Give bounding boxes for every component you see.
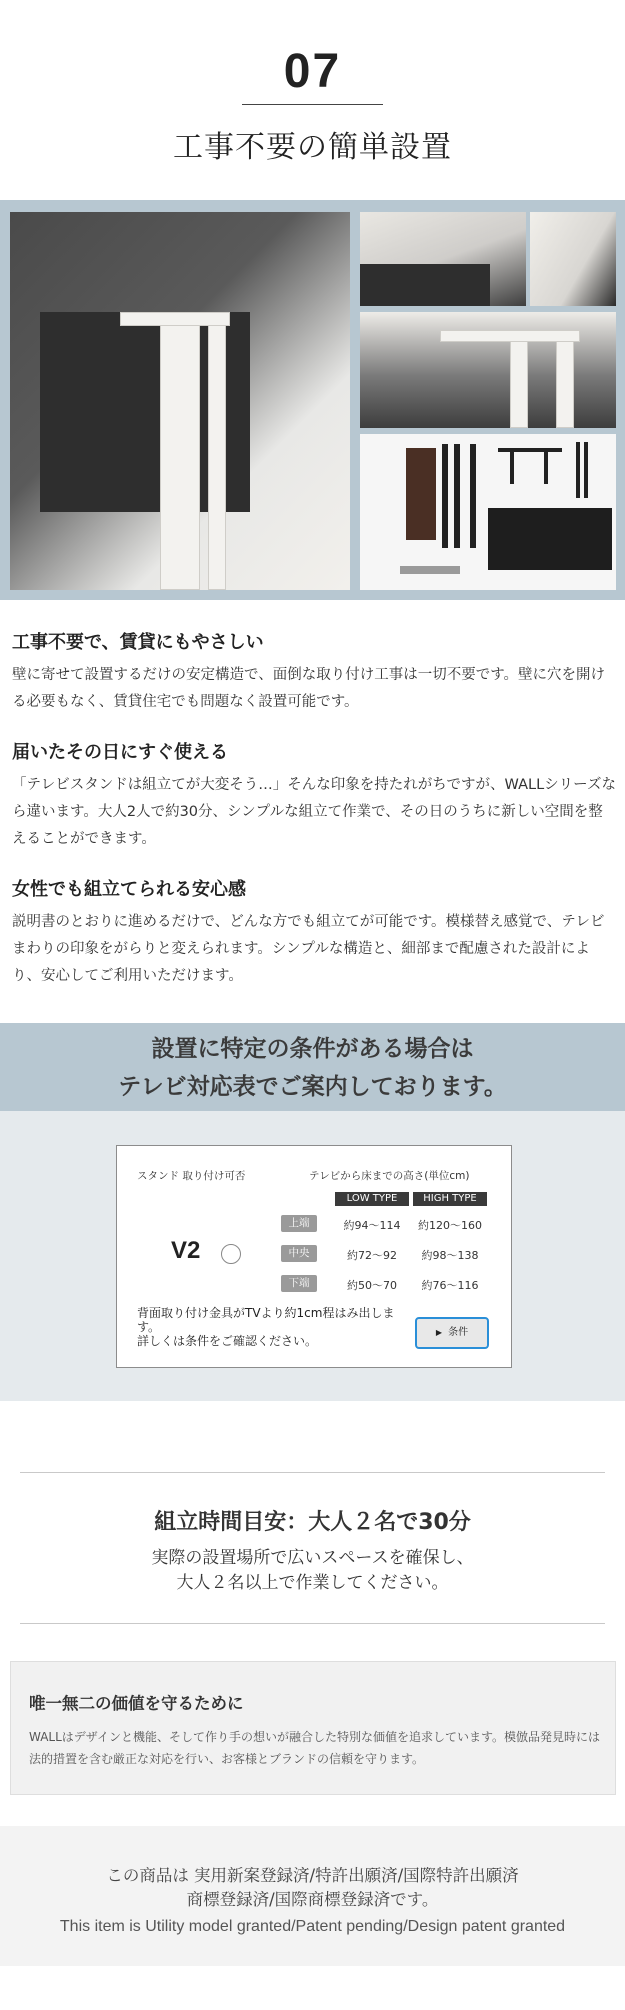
table-header-stand: スタンド 取り付け可否 xyxy=(137,1170,246,1182)
feature-title: 女性でも組立てられる安心感 xyxy=(12,879,246,900)
assembly-line-2: 大人２名以上で作業してください。 xyxy=(176,1573,449,1593)
mounting-note: 背面取り付け金具がTVより約1cm程はみ出します。 詳しくは条件をご確認ください。 xyxy=(137,1306,395,1348)
low-type-value: 約72～92 xyxy=(347,1249,397,1262)
table-header-height: テレビから床までの高さ(単位cm) xyxy=(309,1170,470,1182)
photo-tool-closeup xyxy=(530,212,616,306)
position-label: 上端 xyxy=(281,1215,317,1232)
patent-line-1: この商品は 実用新案登録済/特許出願済/国際特許出願済 xyxy=(106,1866,519,1885)
low-type-value: 約50～70 xyxy=(347,1279,397,1292)
section-title: 工事不要の簡単設置 xyxy=(173,130,452,165)
high-type-value: 約120～160 xyxy=(418,1219,482,1232)
assembly-line-1: 実際の設置場所で広いスペースを確保し、 xyxy=(151,1548,474,1568)
compat-table-card xyxy=(116,1145,512,1368)
patent-line-2: 商標登録済/国際商標登録済です。 xyxy=(186,1890,439,1909)
feature-item xyxy=(12,628,616,716)
feature-title: 工事不要で、賃貸にもやさしい xyxy=(12,632,264,653)
column-low-type: LOW TYPE xyxy=(335,1192,409,1206)
conditions-button-label: 条件 xyxy=(448,1327,469,1338)
step-number: 07 xyxy=(283,45,342,98)
play-icon: ▶ xyxy=(435,1328,443,1337)
feature-item xyxy=(12,738,616,853)
condition-banner xyxy=(0,1023,625,1111)
feature-title: 届いたその日にすぐ使える xyxy=(12,742,228,763)
model-name: V2 xyxy=(171,1237,201,1264)
condition-line-1: 設置に特定の条件がある場合は xyxy=(151,1036,474,1062)
feature-body: 壁に寄せて設置するだけの安定構造で、面倒な取り付け工事は一切不要です。壁に穴を開ける必要もなく、賃貸住宅でも問題なく設置可能です。 xyxy=(12,667,606,710)
assembly-info xyxy=(0,1505,625,1596)
high-type-value: 約76～116 xyxy=(421,1279,479,1292)
photo-mounting-tv xyxy=(360,312,616,428)
photo-attaching-tv-to-stand xyxy=(10,212,350,590)
position-label: 下端 xyxy=(281,1275,317,1292)
photo-screwing-bracket xyxy=(360,212,526,306)
value-notice-body: WALLはデザインと機能、そして作り手の想いが融合した特別な価値を追求しています。模倣品発見時には法的措置を含む厳正な対応を行い、お客様とブランドの信頼を守ります。 xyxy=(29,1730,600,1766)
photo-parts-layout xyxy=(360,434,616,590)
title-divider xyxy=(242,104,383,105)
position-label: 中央 xyxy=(281,1245,317,1262)
divider xyxy=(20,1472,605,1473)
photo-collage xyxy=(0,200,625,600)
feature-list xyxy=(12,628,616,1012)
model-radio[interactable] xyxy=(221,1244,241,1264)
low-type-value: 約94～114 xyxy=(343,1219,401,1232)
assembly-title: 組立時間目安：大人２名で30分 xyxy=(154,1510,471,1535)
column-high-type: HIGH TYPE xyxy=(413,1192,487,1206)
value-notice xyxy=(10,1661,616,1795)
condition-line-2: テレビ対応表でご案内しております。 xyxy=(118,1074,507,1100)
feature-body: 「テレビスタンドは組立てが大変そう…」そんな印象を持たれがちですが、WALLシリーズなら違います。大人2人で約30分、シンプルな組立て作業で、その日のうちに新しい空間を整えることができます。 xyxy=(12,777,616,847)
high-type-value: 約98～138 xyxy=(421,1249,479,1262)
value-notice-title: 唯一無二の価値を守るために xyxy=(29,1694,244,1713)
section-header xyxy=(0,0,625,200)
feature-body: 説明書のとおりに進めるだけで、どんな方でも組立てが可能です。模様替え感覚で、テレビまわりの印象をがらりと変えられます。シンプルな構造と、細部まで配慮された設計により、安心してご利用いただけます。 xyxy=(12,914,605,984)
patent-line-3: This item is Utility model granted/Patent pending/Design patent granted xyxy=(59,1918,566,1935)
patent-notice xyxy=(0,1826,625,1966)
compat-table-area xyxy=(0,1111,625,1401)
divider xyxy=(20,1623,605,1624)
conditions-button[interactable] xyxy=(415,1317,489,1349)
feature-item xyxy=(12,875,616,990)
